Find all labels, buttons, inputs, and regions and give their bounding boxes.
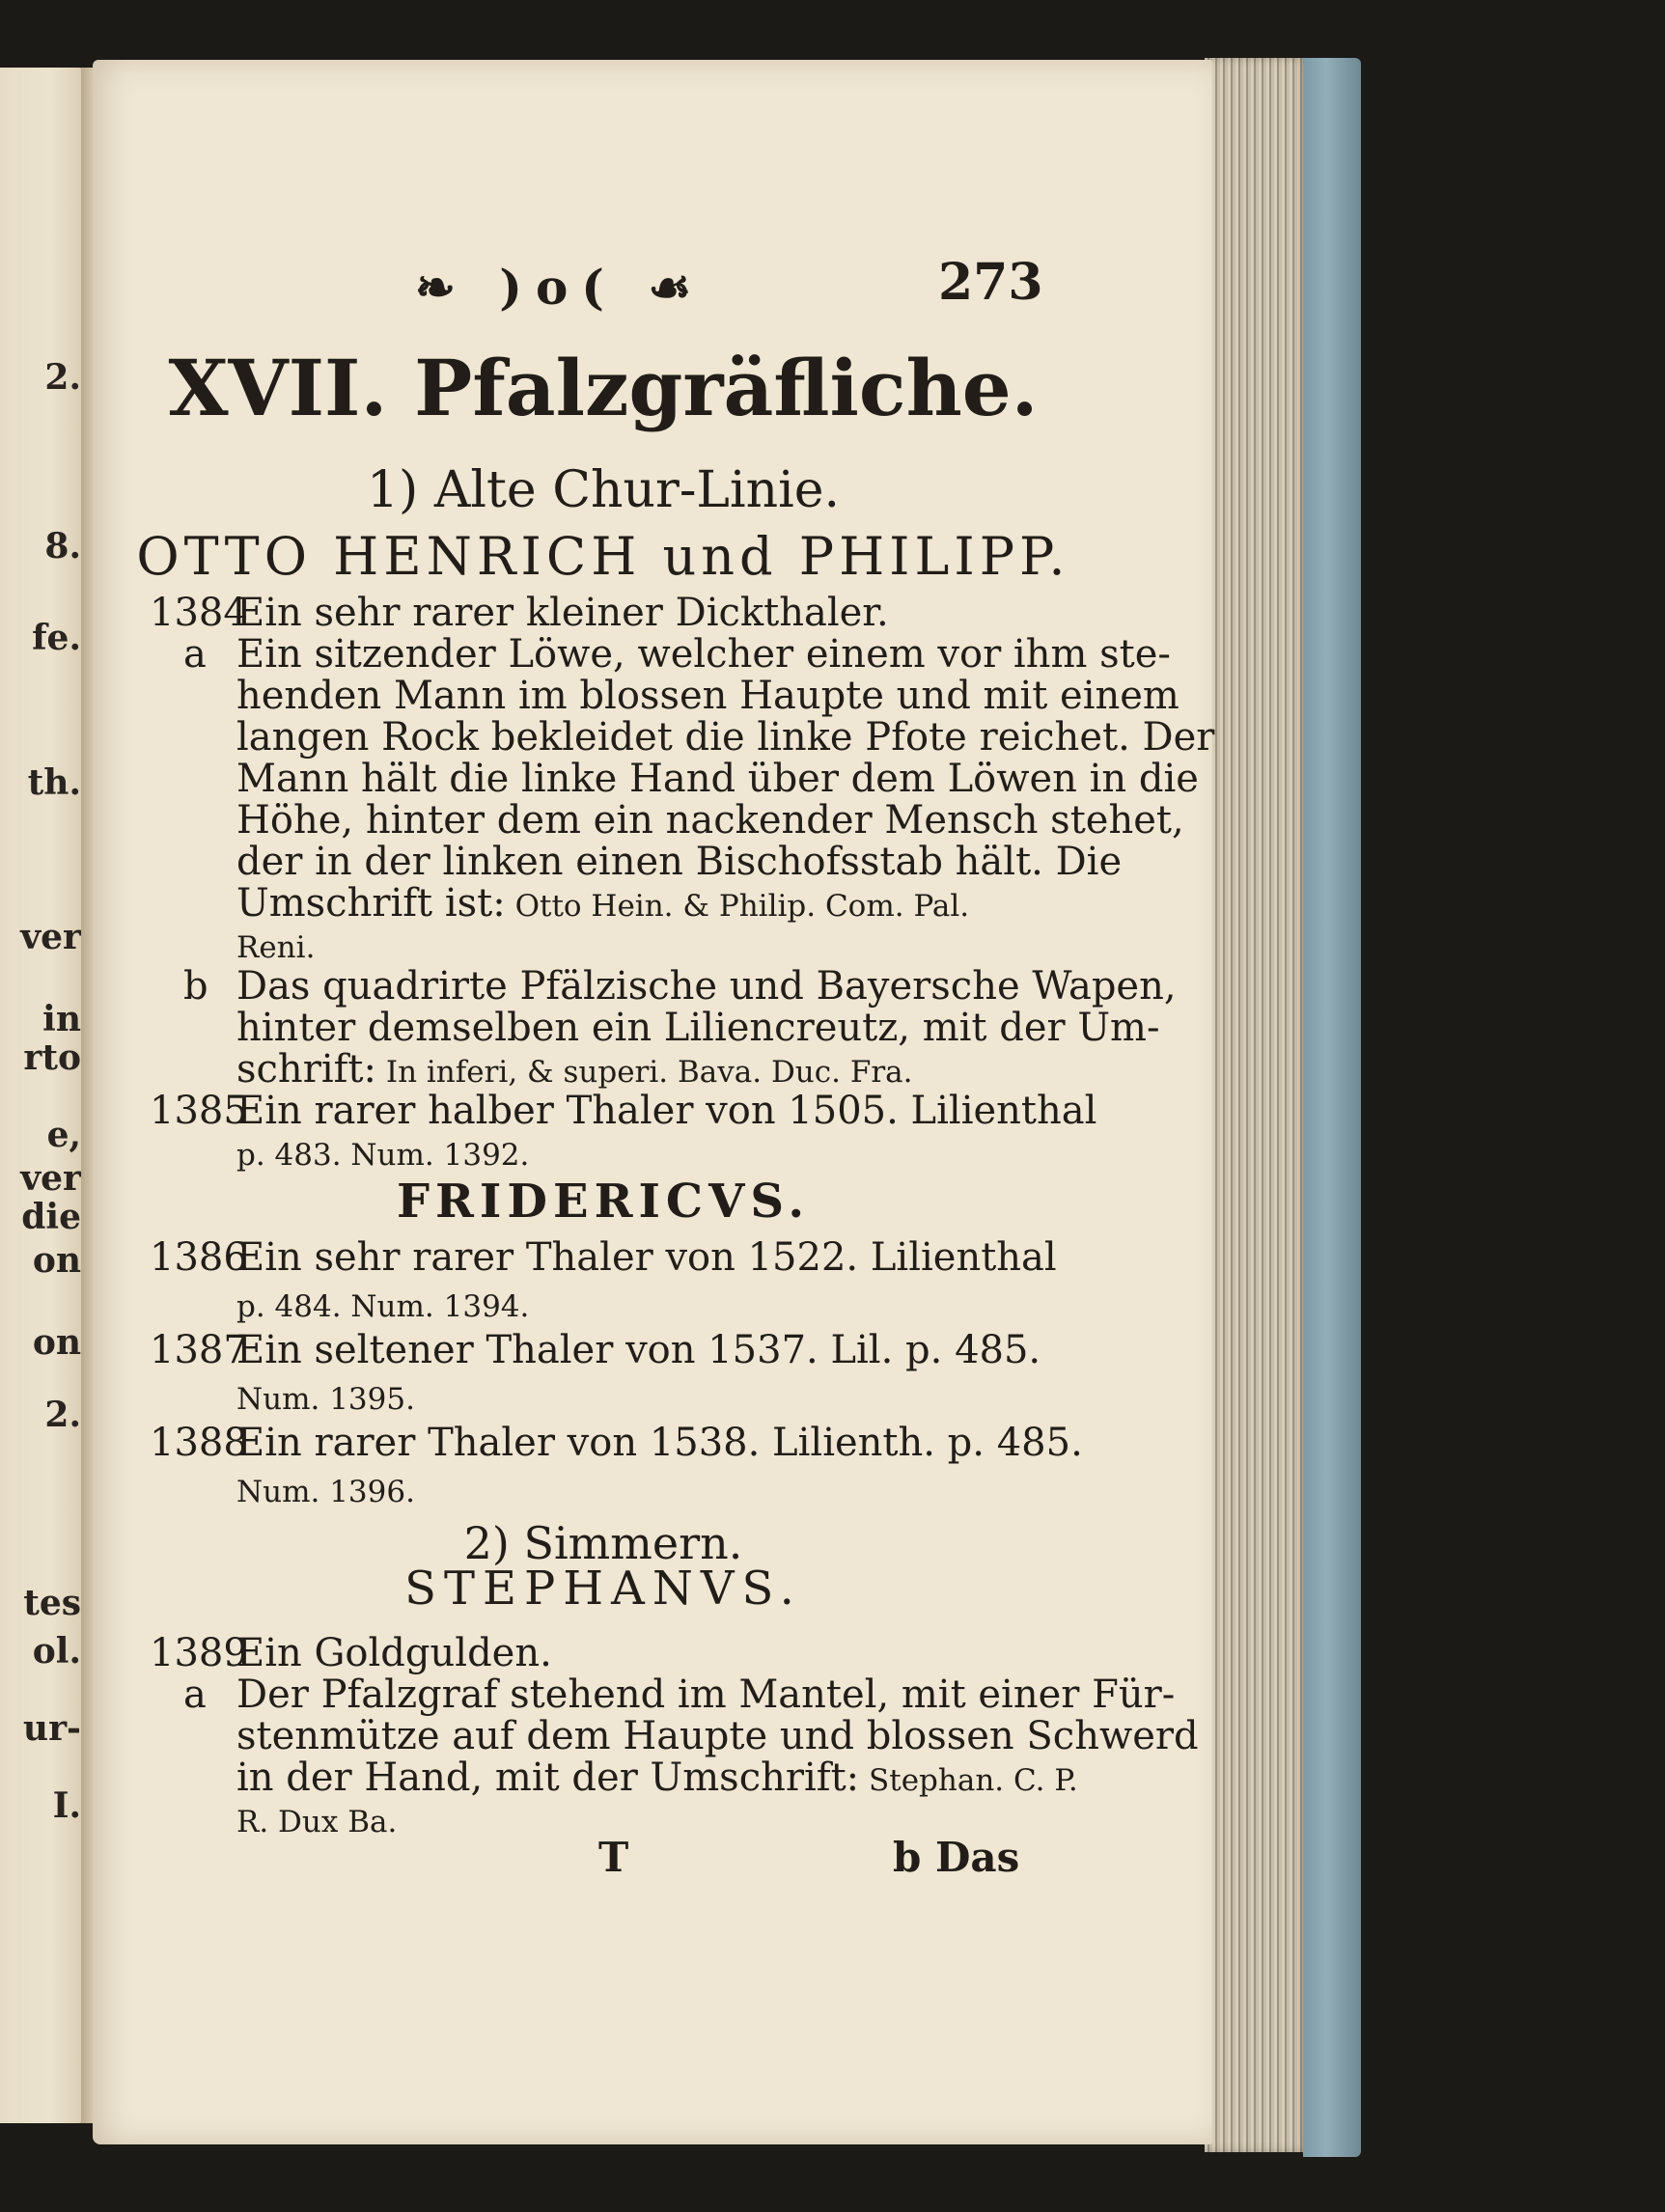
margin-fragment: in xyxy=(42,999,81,1039)
entry-line xyxy=(236,1047,913,1092)
chapter-title: XVII. Pfalzgräfliche. xyxy=(168,343,1039,433)
subsection-title-2: 2) Simmern. xyxy=(463,1517,743,1569)
entry-number: 1387 xyxy=(150,1328,248,1372)
entry-line xyxy=(236,1467,415,1511)
entry-text: schrift: xyxy=(236,1047,376,1092)
latin-text: Reni. xyxy=(236,930,316,965)
entry-line xyxy=(236,1673,1175,1717)
latin-text: p. 484. Num. 1394. xyxy=(236,1289,530,1324)
running-header-ornament: ❧ )o( ☙ xyxy=(415,259,706,316)
entry-text: henden Mann im blossen Haupte und mit einem xyxy=(236,674,1179,718)
entry-line xyxy=(236,1797,397,1841)
margin-fragment: 2. xyxy=(44,357,81,398)
margin-fragment: tes xyxy=(23,1583,81,1623)
margin-fragment: I. xyxy=(52,1785,81,1826)
entry-text: Das quadrirte Pfälzische und Bayersche Wapen, xyxy=(236,964,1177,1009)
latin-text: Otto Hein. & Philip. Com. Pal. xyxy=(505,889,970,924)
latin-text: R. Dux Ba. xyxy=(236,1805,398,1839)
margin-fragment: 8. xyxy=(44,526,81,567)
margin-fragment: ol. xyxy=(32,1631,81,1672)
entry-line xyxy=(236,715,1214,760)
entry-number: 1388 xyxy=(150,1421,248,1465)
entry-line xyxy=(236,1130,529,1175)
margin-fragment: e, xyxy=(46,1115,81,1155)
ruler-heading-3: STEPHANVS. xyxy=(404,1562,802,1616)
latin-text: Stephan. C. P. xyxy=(859,1763,1078,1798)
entry-line xyxy=(236,1328,1041,1372)
catchword: b Das xyxy=(893,1834,1020,1881)
entry-text: Umschrift ist: xyxy=(236,881,506,926)
signature-mark: T xyxy=(598,1834,629,1881)
entry-label: a xyxy=(183,632,207,677)
entry-line xyxy=(236,964,1177,1009)
entry-label: a xyxy=(183,1673,207,1717)
page-edges xyxy=(1205,58,1311,2152)
entry-line xyxy=(236,1235,1057,1280)
latin-text: Num. 1395. xyxy=(236,1382,415,1417)
entry-line xyxy=(236,591,889,635)
ruler-heading-1: OTTO HENRICH und PHILIPP. xyxy=(136,526,1070,587)
entry-text: der in der linken einen Bischofsstab hält. Die xyxy=(236,840,1123,884)
entry-line xyxy=(236,1006,1159,1050)
entry-text: Ein sitzender Löwe, welcher einem vor ihm ste- xyxy=(236,632,1171,677)
entry-line xyxy=(236,881,969,926)
margin-fragment: ver xyxy=(20,917,81,957)
entry-text: Ein rarer halber Thaler von 1505. Lilienthal xyxy=(236,1089,1097,1133)
entry-text: Ein rarer Thaler von 1538. Lilienth. p. 485. xyxy=(236,1421,1083,1465)
entry-text: langen Rock bekleidet die linke Pfote reichet. Der xyxy=(236,715,1215,760)
margin-fragment: th. xyxy=(27,762,81,803)
subsection-title-1: 1) Alte Chur-Linie. xyxy=(366,461,841,519)
margin-fragment: die xyxy=(21,1197,81,1237)
margin-fragment: fe. xyxy=(32,618,81,658)
entry-line xyxy=(236,1374,415,1419)
entry-text: in der Hand, mit der Umschrift: xyxy=(236,1756,860,1800)
entry-line xyxy=(236,1282,529,1326)
entry-line xyxy=(236,840,1122,884)
entry-number: 1385 xyxy=(150,1089,248,1133)
entry-line xyxy=(236,632,1171,677)
entry-line xyxy=(236,1089,1096,1133)
entry-number: 1384 xyxy=(150,591,248,635)
entry-text: Mann hält die linke Hand über dem Löwen in die xyxy=(236,757,1199,801)
margin-fragment: rto xyxy=(23,1037,81,1078)
ruler-heading-2: FRIDERICVS. xyxy=(396,1175,811,1229)
entry-label: b xyxy=(183,964,208,1009)
entry-line xyxy=(236,1631,552,1675)
entry-line xyxy=(236,757,1199,801)
margin-fragment: on xyxy=(32,1322,81,1363)
entry-number: 1389 xyxy=(150,1631,248,1675)
entry-line xyxy=(236,674,1179,718)
page-number: 273 xyxy=(938,253,1043,312)
entry-text: Ein seltener Thaler von 1537. Lil. p. 485. xyxy=(236,1328,1041,1372)
book-cover xyxy=(1303,58,1361,2157)
entry-text: Der Pfalzgraf stehend im Mantel, mit einer Für- xyxy=(236,1673,1176,1717)
margin-fragment: 2. xyxy=(44,1395,81,1435)
entry-text: hinter demselben ein Liliencreutz, mit der Um- xyxy=(236,1006,1160,1050)
margin-fragment: ur- xyxy=(22,1708,81,1749)
latin-text: Num. 1396. xyxy=(236,1475,415,1509)
entry-line xyxy=(236,1756,1078,1800)
entry-line xyxy=(236,1421,1083,1465)
entry-number: 1386 xyxy=(150,1235,248,1280)
entry-line xyxy=(236,1714,1199,1758)
entry-line xyxy=(236,798,1184,843)
entry-text: Ein Goldgulden. xyxy=(236,1631,552,1675)
entry-text: Ein sehr rarer Thaler von 1522. Lilienthal xyxy=(236,1235,1057,1280)
entry-text: Höhe, hinter dem ein nackender Mensch stehet, xyxy=(236,798,1184,843)
margin-fragment: ver xyxy=(20,1158,81,1199)
margin-fragment: on xyxy=(32,1240,81,1281)
entry-line xyxy=(236,923,315,967)
entry-text: Ein sehr rarer kleiner Dickthaler. xyxy=(236,591,889,635)
latin-text: In inferi, & superi. Bava. Duc. Fra. xyxy=(375,1055,913,1090)
entry-text: stenmütze auf dem Haupte und blossen Schwerd xyxy=(236,1714,1199,1758)
latin-text: p. 483. Num. 1392. xyxy=(236,1138,530,1173)
